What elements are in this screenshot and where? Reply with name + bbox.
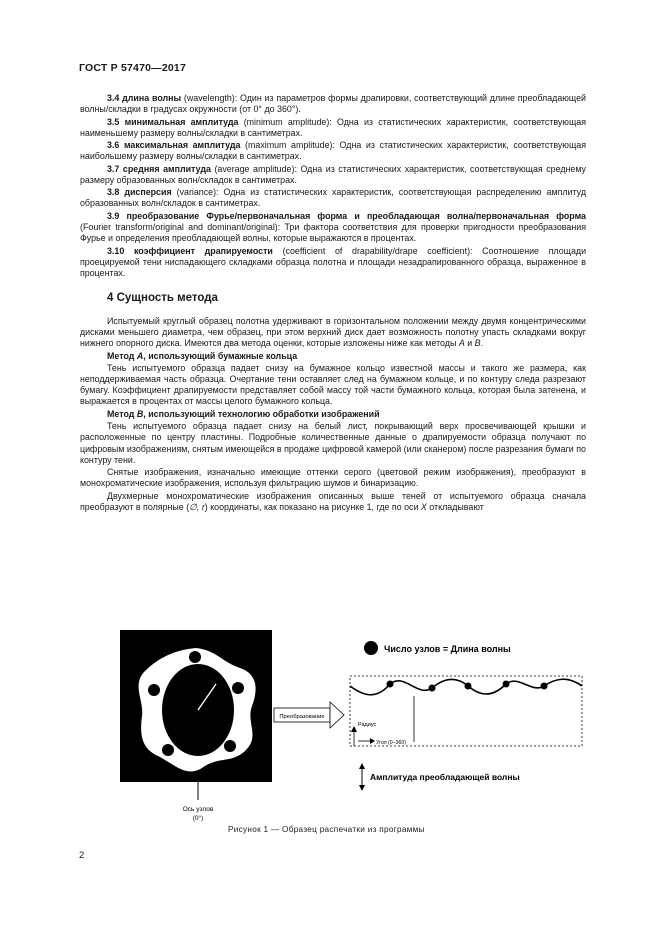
definition-term: максимальная амплитуда [123, 140, 241, 151]
node-axis-label: Ось узлов [182, 806, 214, 813]
definition-number: 3.8 [107, 187, 120, 198]
legend-node-icon [364, 641, 378, 655]
definition-3-5 [80, 117, 586, 139]
radius-label: Радиус [358, 722, 377, 728]
node-marker [148, 684, 160, 696]
definition-3-9 [80, 211, 586, 244]
method-b-text-1: Тень испытуемого образца падает снизу на белый лист, покрывающий верх просвечивающей крышки и расположенные по центру пластины. Подробные количественные данные о драпируемости образца получают по цифровым изображениям, снятым имеющейся в продаже цифровой камерой (или сканером) после разрезания бумаги по контуру тени. [80, 421, 586, 465]
definition-number: 3.4 [107, 93, 120, 103]
definition-text: Одна из статистических характеристик, соответствующая наибольшему размеру волны/складки в сантиметрах. [80, 140, 586, 162]
definition-text: Три фактора соответствия для проверки пригодности преобразования Фурье и определения преобладающей волны, которые выражаются в процентах. [80, 221, 587, 244]
definition-number: 3.5 [107, 116, 120, 127]
definition-text: Одна из статистических характеристик, соответствующая распределению амплитуд образованных волн/складок в сантиметрах. [80, 187, 587, 209]
figure-1 [118, 628, 588, 828]
page-number: 2 [79, 850, 85, 861]
method-b-text-2: Снятые изображения, изначально имеющие оттенки серого (цветовой режим изображения), преобразуют в монохроматические изображения, используя фильтрацию шумов и бинаризацию. [80, 467, 586, 489]
definition-text: Одна из статистических характеристик, соответствующая среднему размеру образованных волн/складок в сантиметрах. [80, 163, 586, 185]
node-marker [224, 740, 236, 752]
definition-english: (variance): [176, 187, 219, 198]
method-b-title: Метод В, использующий технологию обработки изображений [107, 408, 380, 419]
definition-text: Одна из статистических характеристик, соответствующая наименьшему размеру волны/складки в сантиметрах. [80, 116, 587, 138]
transform-label: Преобразование [279, 714, 325, 720]
wave-node-marker [387, 681, 394, 688]
wave-node-marker [541, 683, 548, 690]
amplitude-legend-arrow-down [359, 785, 365, 791]
page-header: ГОСТ Р 57470—2017 [79, 62, 187, 74]
definitions-list [80, 93, 586, 279]
amplitude-legend-label: Амплитуда преобладающей волны [370, 772, 520, 782]
definition-3-8 [80, 187, 586, 209]
definition-english: (Fourier transform/original and dominant/original): [80, 221, 281, 232]
definition-text: Соотношение площади проецируемой тени ниспадающего складками образца полотна и площади незадрапированного образца, выраженное в процентах. [80, 245, 587, 278]
definition-term: преобразование Фурье/первоначальная форма и преобладающая волна/первоначальная форма [126, 210, 586, 221]
method-a-title: Метод А, использующий бумажные кольца [107, 350, 298, 361]
node-marker [232, 682, 244, 694]
definition-text: Один из параметров формы драпировки, соответствующий длине преобладающей волны/складки в градусах окружности (от 0° до 360°). [80, 93, 587, 115]
section-title: 4 Сущность метода [107, 291, 218, 304]
node-marker [189, 651, 201, 663]
transform-arrow-head [330, 702, 344, 728]
definition-number: 3.6 [107, 140, 120, 151]
amplitude-legend-arrow-up [359, 763, 365, 769]
definition-term: длина волны [122, 93, 182, 103]
node-marker [162, 744, 174, 756]
section-intro: Испытуемый круглый образец полотна удерживают в горизонтальном положении между двумя концентрическими дисками меньшего диаметра, чем образец, при этом верхний диск дает возможность полотну упасть складками вокруг нижнего опорного диска. Имеются два метода оценки, которые изложены ниже как методы А и В. [80, 315, 586, 349]
definition-term: минимальная амплитуда [124, 116, 239, 127]
definition-3-7 [80, 164, 586, 186]
definition-english: (coefficient of drapability/drape coefficient): [282, 245, 473, 256]
document-body [80, 93, 586, 514]
wave-node-marker [465, 683, 472, 690]
definition-term: средняя амплитуда [122, 163, 211, 174]
wave-node-marker [503, 681, 510, 688]
definition-english: (minimum amplitude): [243, 116, 332, 127]
definition-english: (maximum amplitude): [245, 140, 335, 151]
definition-english: (average amplitude): [214, 163, 297, 174]
method-a-text: Тень испытуемого образца падает снизу на бумажное кольцо известной массы и такого же размера, как неподдерживаемая часть образца. Очертание тени оставляет след на бумажном кольце, и по контуру следа разрезают бумагу. Коэффициент драпируемости представляет собой массу той части бумажного кольца, которая была затенена, и выражается в процентах от массы целого бумажного кольца. [80, 363, 586, 407]
node-axis-label-degree: (0°) [192, 815, 204, 822]
definition-number: 3.9 [107, 210, 120, 221]
definition-3-10 [80, 246, 586, 279]
definition-3-6 [80, 140, 586, 162]
method-b-text-3: Двухмерные монохроматические изображения описанных выше теней от испытуемого образца сначала преобразуют в полярные (∅, r) координаты, как показано на рисунке 1, где по оси X откладывают [80, 490, 586, 512]
legend-nodes-label: Число узлов = Длина волны [384, 644, 511, 654]
definition-3-4 [80, 93, 586, 115]
figure-caption: Рисунок 1 — Образец распечатки из программы [228, 825, 425, 834]
definition-number: 3.7 [107, 163, 120, 174]
definition-term: коэффициент драпируемости [133, 245, 273, 256]
definition-english: (wavelength): [183, 93, 238, 103]
definition-number: 3.10 [107, 245, 125, 256]
definition-term: дисперсия [124, 187, 172, 198]
wave-node-marker [429, 685, 436, 692]
angle-label: Угол (0–360) [376, 740, 406, 746]
